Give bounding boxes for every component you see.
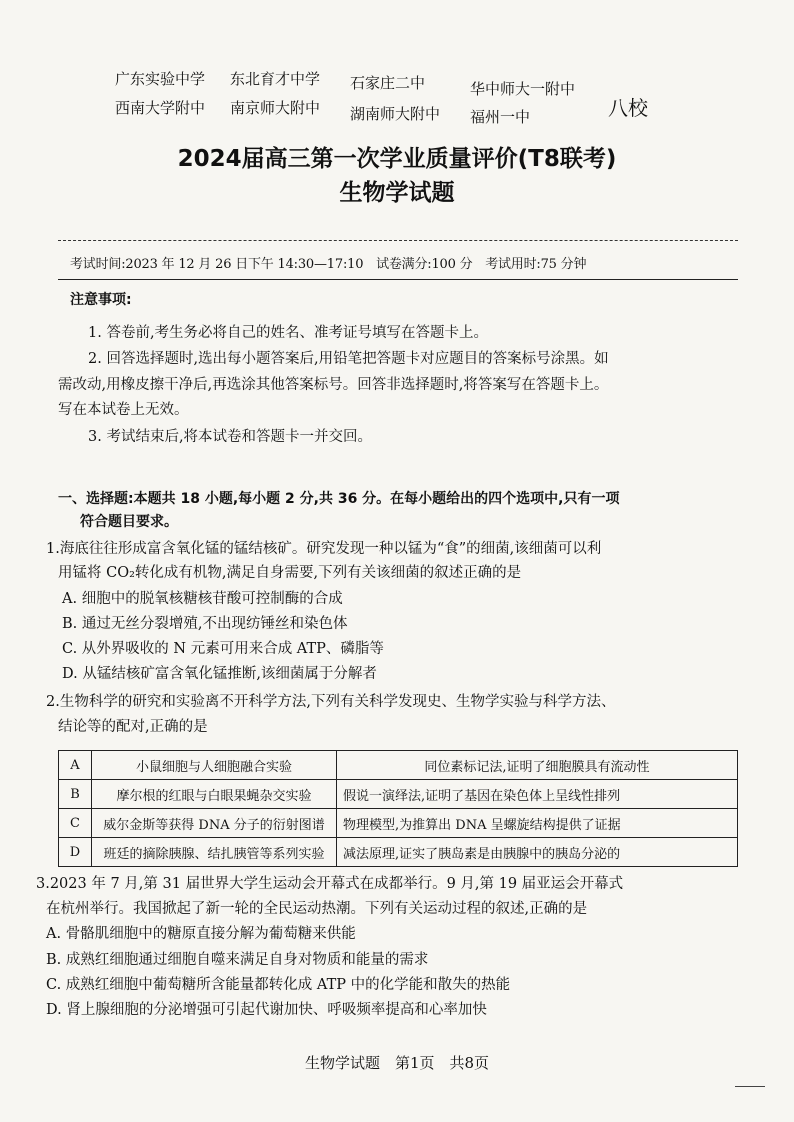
exam-title: 2024届高三第一次学业质量评价(T8联考) bbox=[177, 146, 617, 172]
school-name: 广东实验中学 bbox=[115, 70, 206, 88]
school-name: 石家庄二中 bbox=[350, 74, 426, 92]
alliance-badge: 八校 bbox=[608, 96, 648, 120]
option: C. 从外界吸收的 N 元素可用来合成 ATP、磷脂等 bbox=[62, 641, 384, 657]
method-cell: 物理模型,为推算出 DNA 呈螺旋结构提供了证据 bbox=[337, 809, 738, 838]
experiment-cell: 威尔金斯等获得 DNA 分子的衍射图谱 bbox=[92, 809, 337, 838]
notice-item: 需改动,用橡皮擦干净后,再选涂其他答案标号。回答非选择题时,将答案写在答题卡上。 bbox=[58, 377, 609, 393]
page-footer: 生物学试题 第1页 共8页 bbox=[304, 1054, 490, 1072]
section-heading: 符合题目要求。 bbox=[80, 514, 178, 530]
divider bbox=[58, 279, 738, 280]
option: C. 成熟红细胞中葡萄糖所含能量都转化成 ATP 中的化学能和散失的热能 bbox=[46, 977, 511, 993]
experiment-cell: 小鼠细胞与人细胞融合实验 bbox=[92, 751, 337, 780]
question-stem: 用锰将 CO₂转化成有机物,满足自身需要,下列有关该细菌的叙述正确的是 bbox=[58, 565, 522, 581]
option-letter: B bbox=[59, 780, 92, 809]
question-stem: 1.海底往往形成富含氧化锰的锰结核矿。研究发现一种以锰为“食”的细菌,该细菌可以利 bbox=[46, 541, 602, 557]
option: B. 通过无丝分裂增殖,不出现纺锤丝和染色体 bbox=[62, 616, 348, 632]
question-stem: 2.生物科学的研究和实验离不开科学方法,下列有关科学发现史、生物学实验与科学方法、 bbox=[46, 694, 616, 710]
option: D. 从锰结核矿富含氧化锰推断,该细菌属于分解者 bbox=[62, 666, 377, 682]
question-stem: 在杭州举行。我国掀起了新一轮的全民运动热潮。下列有关运动过程的叙述,正确的是 bbox=[46, 901, 588, 917]
subject-title: 生物学试题 bbox=[339, 180, 455, 206]
experiment-cell: 班廷的摘除胰腺、结扎胰管等系列实验 bbox=[92, 838, 337, 867]
divider bbox=[58, 240, 738, 241]
experiment-cell: 摩尔根的红眼与白眼果蝇杂交实验 bbox=[92, 780, 337, 809]
option: D. 肾上腺细胞的分泌增强可引起代谢加快、呼吸频率提高和心率加快 bbox=[46, 1002, 487, 1018]
method-cell: 减法原理,证实了胰岛素是由胰腺中的胰岛分泌的 bbox=[337, 838, 738, 867]
question-stem: 结论等的配对,正确的是 bbox=[58, 719, 208, 735]
table-row bbox=[59, 751, 738, 780]
school-name: 福州一中 bbox=[470, 108, 531, 126]
notice-item: 写在本试卷上无效。 bbox=[58, 402, 189, 418]
option-letter: D bbox=[59, 838, 92, 867]
school-name: 西南大学附中 bbox=[115, 99, 206, 117]
table-row bbox=[59, 780, 738, 809]
table-row bbox=[59, 809, 738, 838]
school-name: 华中师大一附中 bbox=[470, 80, 576, 98]
option: A. 细胞中的脱氧核糖核苷酸可控制酶的合成 bbox=[62, 591, 343, 607]
option: B. 成熟红细胞通过细胞自噬来满足自身对物质和能量的需求 bbox=[46, 952, 429, 968]
school-name: 湖南师大附中 bbox=[350, 105, 441, 123]
answer-table bbox=[58, 750, 738, 867]
question-stem: 3.2023 年 7 月,第 31 届世界大学生运动会开幕式在成都举行。9 月,第 19 届亚运会开幕式 bbox=[36, 876, 624, 892]
school-name: 南京师大附中 bbox=[230, 99, 321, 117]
exam-meta: 考试时间:2023 年 12 月 26 日下午 14:30—17:10 试卷满分:100 分 考试用时:75 分钟 bbox=[70, 257, 587, 272]
notice-heading: 注意事项: bbox=[70, 292, 132, 308]
option-letter: A bbox=[59, 751, 92, 780]
notice-item: 2. 回答选择题时,选出每小题答案后,用铅笔把答题卡对应题目的答案标号涂黑。如 bbox=[88, 351, 609, 367]
notice-item: 1. 答卷前,考生务必将自己的姓名、准考证号填写在答题卡上。 bbox=[88, 325, 489, 341]
table-row bbox=[59, 838, 738, 867]
method-cell: 同位素标记法,证明了细胞膜具有流动性 bbox=[337, 751, 738, 780]
school-name: 东北育才中学 bbox=[230, 70, 321, 88]
method-cell: 假说一演绎法,证明了基因在染色体上呈线性排列 bbox=[337, 780, 738, 809]
section-heading: 一、选择题:本题共 18 小题,每小题 2 分,共 36 分。在每小题给出的四个选项中,只有一项 bbox=[58, 491, 620, 507]
notice-item: 3. 考试结束后,将本试卷和答题卡一并交回。 bbox=[88, 429, 373, 445]
option: A. 骨骼肌细胞中的糖原直接分解为葡萄糖来供能 bbox=[46, 926, 356, 942]
divider bbox=[735, 1086, 765, 1087]
option-letter: C bbox=[59, 809, 92, 838]
